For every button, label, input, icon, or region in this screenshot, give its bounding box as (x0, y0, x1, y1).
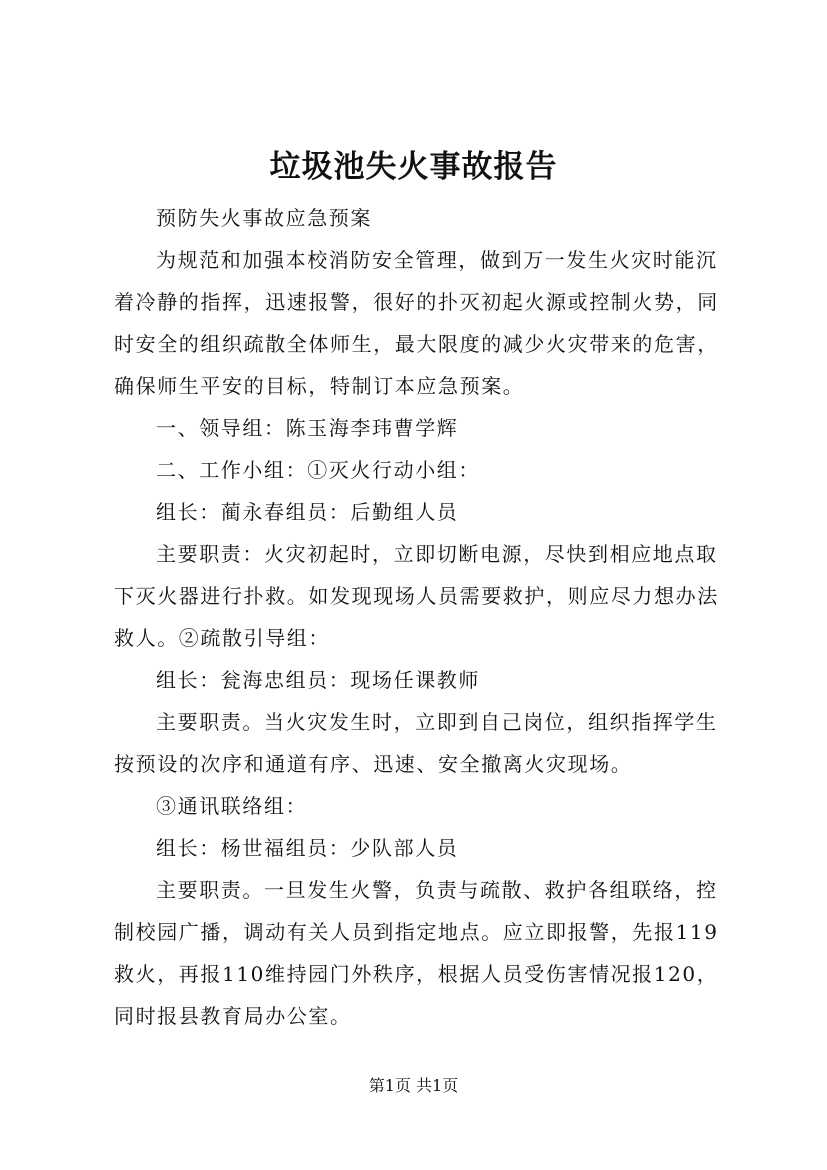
paragraph-line: 预防失火事故应急预案 (156, 206, 372, 230)
paragraph-line: 救人。②疏散引导组： (114, 626, 330, 650)
paragraph-line: 救火，再报110维持园门外秩序，根据人员受伤害情况报120， (114, 962, 719, 986)
paragraph-line: 组长：蔺永春组员：后勤组人员 (156, 500, 459, 524)
paragraph-line: 着冷静的指挥，迅速报警，很好的扑灭初起火源或控制火势，同 (114, 290, 719, 314)
paragraph-line: 制校园广播，调动有关人员到指定地点。应立即报警，先报119 (114, 920, 719, 944)
paragraph-line: 一、领导组：陈玉海李玮曹学辉 (156, 416, 459, 440)
document-title: 垃圾池失火事故报告 (269, 149, 558, 185)
paragraph-line: 主要职责。一旦发生火警，负责与疏散、救护各组联络，控 (156, 878, 718, 902)
paragraph-line: 为规范和加强本校消防安全管理，做到万一发生火灾时能沉 (156, 248, 718, 272)
paragraph-line: 同时报县教育局办公室。 (114, 1004, 352, 1028)
document-body (114, 197, 724, 1037)
paragraph-line: 下灭火器进行扑救。如发现现场人员需要救护，则应尽力想办法 (114, 584, 719, 608)
paragraph-line: 主要职责。当火灾发生时，立即到自己岗位，组织指挥学生 (156, 710, 718, 734)
paragraph-line: 按预设的次序和通道有序、迅速、安全撤离火灾现场。 (114, 752, 633, 776)
paragraph-line: ③通讯联络组： (156, 794, 308, 818)
paragraph-line: 时安全的组织疏散全体师生，最大限度的减少火灾带来的危害， (114, 332, 719, 356)
paragraph-line: 确保师生平安的目标，特制订本应急预案。 (114, 374, 525, 398)
paragraph-line: 二、工作小组：①灭火行动小组： (156, 458, 480, 482)
page-footer: 第1页 共1页 (368, 1076, 459, 1095)
paragraph-line: 主要职责：火灾初起时，立即切断电源，尽快到相应地点取 (156, 542, 718, 566)
paragraph-line: 组长：瓮海忠组员：现场任课教师 (156, 668, 480, 692)
paragraph-line: 组长：杨世福组员：少队部人员 (156, 836, 459, 860)
